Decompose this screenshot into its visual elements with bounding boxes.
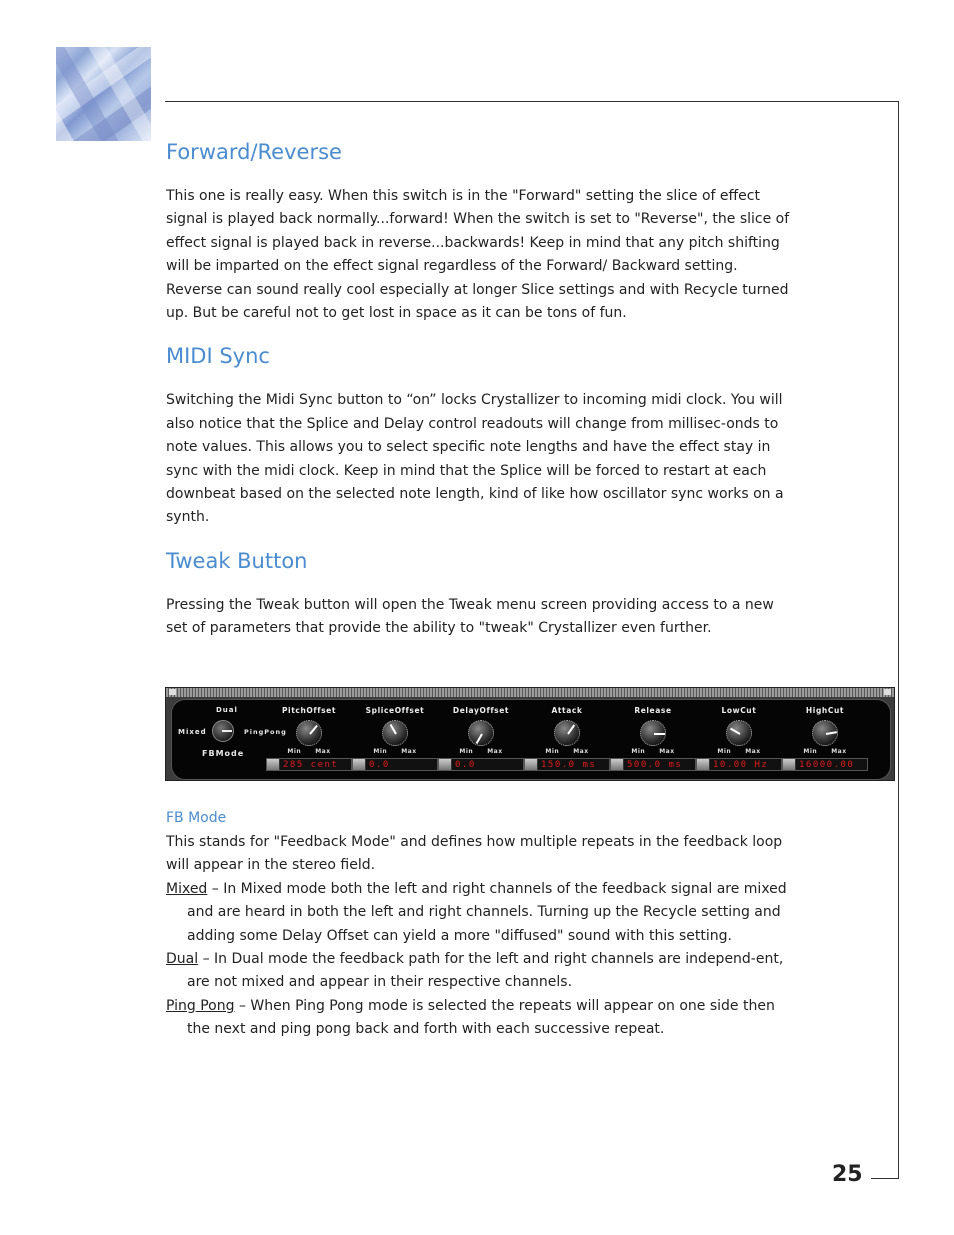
top-rule [165, 101, 899, 102]
definition-text: – In Mixed mode both the left and right channels of the feedback signal are mixed and are heard in both the left and right channels. Turning up the Recycle setting and adding some Delay Offset can yield a more "diffused" sound with this setting. [187, 880, 787, 944]
readout-value: 0.0 [455, 759, 476, 770]
control-release [610, 706, 696, 778]
readout-attack[interactable] [524, 758, 610, 771]
readout-arrow-icon[interactable] [353, 759, 366, 770]
readout-value: 16000.00 [799, 759, 855, 770]
control-label: PitchOffset [281, 706, 337, 715]
max-label: Max [831, 748, 847, 755]
definition-term: Ping Pong [166, 997, 235, 1014]
knob-indicator [390, 724, 397, 735]
max-label: Max [659, 748, 675, 755]
readout-arrow-icon[interactable] [611, 759, 624, 770]
knob-indicator [654, 733, 665, 735]
control-label: LowCut [721, 706, 757, 715]
definition-term: Mixed [166, 880, 208, 897]
plugin-body [171, 699, 891, 780]
readout-value: 0.0 [369, 759, 390, 770]
knob-release[interactable] [640, 720, 666, 746]
definition-mixed [166, 878, 791, 948]
min-max-labels [266, 748, 352, 755]
readout-pitchoffset[interactable] [266, 758, 352, 771]
paragraph-midi-sync: Switching the Midi Sync button to “on” locks Crystallizer to incoming midi clock. You will also notice that the Splice and Delay control readouts will change from millisec-onds to note values. This allows you to select specific note lengths and have the effect stay in sync with the midi clock. Keep in mind that the Splice will be forced to restart at each downbeat based on the selected note length, kind of like how oscillator sync works on a synth. [166, 392, 784, 526]
corner-decoration-image [56, 47, 151, 141]
min-label: Min [373, 748, 388, 755]
definition-text: – When Ping Pong mode is selected the repeats will appear on one side then the next and ping pong back and forth with each successive repeat. [187, 997, 775, 1038]
max-label: Max [573, 748, 589, 755]
paragraph-fb-mode-intro: This stands for "Feedback Mode" and defines how multiple repeats in the feedback loop will appear in the stereo field. [166, 834, 783, 874]
knob-attack[interactable] [554, 720, 580, 746]
max-label: Max [315, 748, 331, 755]
mode-label-fbmode: FBMode [202, 749, 245, 758]
heading-forward-reverse: Forward/Reverse [166, 140, 342, 164]
readout-arrow-icon[interactable] [267, 759, 280, 770]
min-max-labels [438, 748, 524, 755]
control-highcut [782, 706, 868, 778]
readout-spliceoffset[interactable] [352, 758, 438, 771]
knob-pitchoffset[interactable] [296, 720, 322, 746]
readout-highcut[interactable] [782, 758, 868, 771]
heading-midi-sync: MIDI Sync [166, 344, 270, 369]
plugin-tweak-panel [165, 687, 895, 781]
max-label: Max [401, 748, 417, 755]
min-label: Min [631, 748, 646, 755]
control-pitchoffset [266, 706, 352, 778]
control-label: SpliceOffset [365, 706, 425, 715]
knob-indicator [730, 728, 741, 735]
mode-label-dual: Dual [216, 706, 238, 714]
max-label: Max [745, 748, 761, 755]
readout-delayoffset[interactable] [438, 758, 524, 771]
readout-arrow-icon[interactable] [783, 759, 796, 770]
page-content [166, 138, 791, 641]
min-label: Min [717, 748, 732, 755]
control-attack [524, 706, 610, 778]
knob-indicator [826, 731, 837, 735]
control-lowcut [696, 706, 782, 778]
mode-label-pingpong: PingPong [244, 728, 287, 736]
readout-arrow-icon[interactable] [525, 759, 538, 770]
readout-release[interactable] [610, 758, 696, 771]
knob-lowcut[interactable] [726, 720, 752, 746]
definition-dual [166, 948, 791, 995]
titlebar-menu-icon[interactable] [169, 689, 176, 695]
control-label: HighCut [805, 706, 845, 715]
heading-fb-mode: FB Mode [166, 810, 227, 826]
min-max-labels [782, 748, 868, 755]
heading-tweak-button: Tweak Button [166, 548, 308, 573]
titlebar-close-icon[interactable] [884, 689, 891, 695]
readout-value: 285 cent [283, 759, 339, 770]
max-label: Max [487, 748, 503, 755]
definition-ping-pong [166, 995, 791, 1042]
min-label: Min [459, 748, 474, 755]
knob-indicator [476, 734, 483, 745]
side-rule [898, 101, 899, 1179]
readout-value: 150.0 ms [541, 759, 597, 770]
control-label: Release [634, 706, 672, 715]
plugin-titlebar [166, 688, 894, 697]
readout-arrow-icon[interactable] [439, 759, 452, 770]
min-label: Min [545, 748, 560, 755]
readout-lowcut[interactable] [696, 758, 782, 771]
paragraph-forward-reverse: This one is really easy. When this switch is in the "Forward" setting the slice of effect signal is played back normally...forward! When the switch is set to "Reverse", the slice of effect signal is played back in reverse...backwards! Keep in mind that any pitch shifting will be imparted on the effect signal regardless of the Forward/ Backward setting. Reverse can sound really cool especially at longer Slice settings and with Recycle turned up. But be careful not to get lost in space as it can be tons of fun. [166, 188, 790, 322]
min-label: Min [287, 748, 302, 755]
control-label: Attack [551, 706, 583, 715]
page-number: 25 [832, 1162, 863, 1187]
readout-value: 500.0 ms [627, 759, 683, 770]
control-spliceoffset [352, 706, 438, 778]
knob-indicator [567, 724, 575, 734]
min-label: Min [803, 748, 818, 755]
readout-value: 10.00 Hz [713, 759, 769, 770]
readout-arrow-icon[interactable] [697, 759, 710, 770]
fb-mode-definition-list [166, 878, 791, 1042]
knob-indicator [309, 725, 318, 735]
min-max-labels [352, 748, 438, 755]
fb-mode-knob[interactable] [212, 720, 234, 742]
paragraph-tweak-button: Pressing the Tweak button will open the Tweak menu screen providing access to a new set of parameters that provide the ability to "tweak" Crystallizer even further. [166, 596, 774, 637]
knob-spliceoffset[interactable] [382, 720, 408, 746]
fb-mode-section [166, 808, 791, 1042]
control-delayoffset [438, 706, 524, 778]
min-max-labels [696, 748, 782, 755]
control-label: DelayOffset [452, 706, 510, 715]
knob-highcut[interactable] [812, 720, 838, 746]
min-max-labels [610, 748, 696, 755]
definition-term: Dual [166, 951, 199, 968]
bottom-rule [871, 1178, 899, 1179]
knob-delayoffset[interactable] [468, 720, 494, 746]
mode-label-mixed: Mixed [178, 728, 207, 736]
min-max-labels [524, 748, 610, 755]
definition-text: – In Dual mode the feedback path for the left and right channels are independ-ent, are not mixed and appear in their respective channels. [187, 951, 784, 991]
